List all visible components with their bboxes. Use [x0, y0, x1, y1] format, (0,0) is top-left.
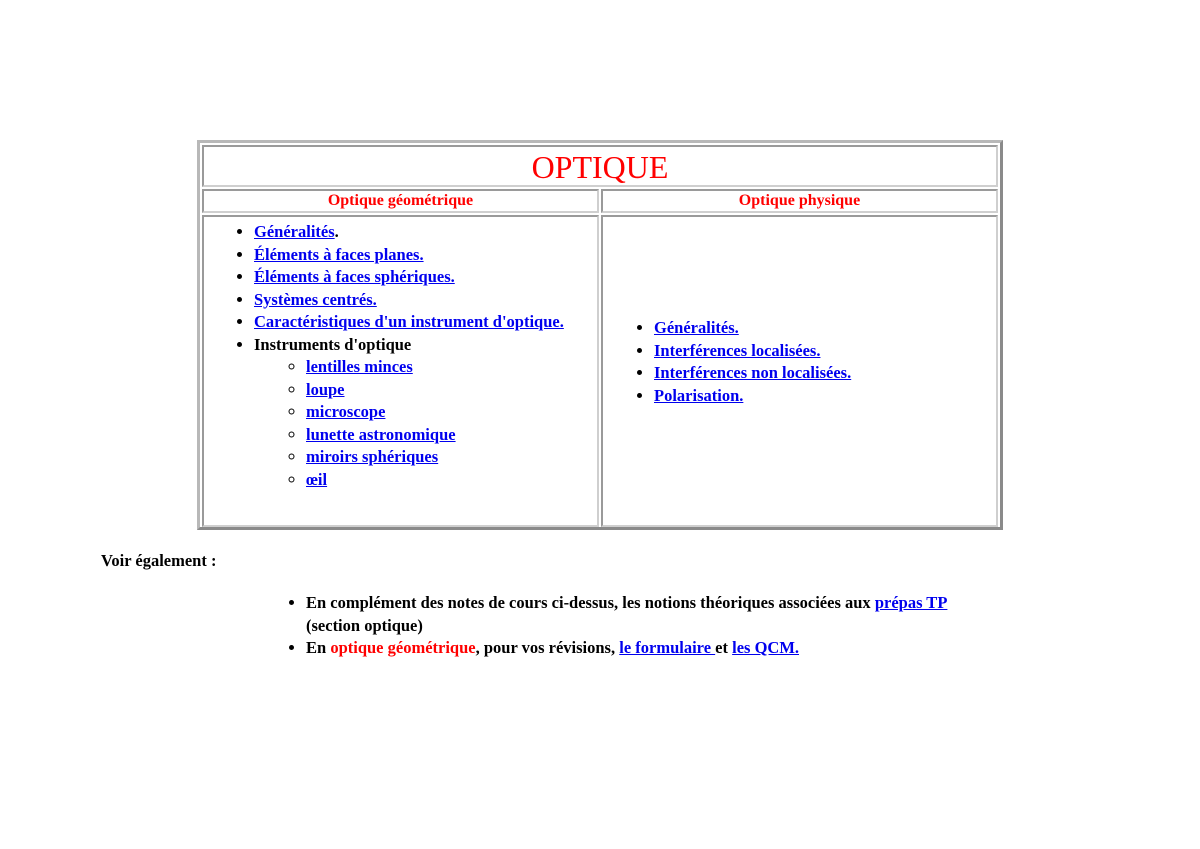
link-polarisation[interactable]: Polarisation. [654, 385, 744, 405]
link-faces-spheriques[interactable]: Éléments à faces sphériques. [254, 267, 455, 286]
link-lentilles-minces[interactable]: lentilles minces [306, 357, 413, 376]
link-generalites-phys[interactable]: Généralités. [654, 318, 739, 337]
link-caracteristiques[interactable]: Caractéristiques d'un instrument d'optique. [254, 312, 564, 331]
link-lunette-astronomique[interactable]: lunette astronomique [306, 424, 456, 444]
list-item [654, 385, 851, 408]
link-interferences-non-localisees[interactable]: Interférences non localisées. [654, 363, 852, 382]
link-systemes-centres[interactable]: Systèmes centrés. [254, 289, 377, 309]
link-generalites-geo[interactable]: Généralités [254, 222, 335, 241]
physical-list-cell [601, 215, 998, 527]
list-item: • En optique géométrique, pour vos révisions, le formulaire et les QCM. [306, 637, 1126, 660]
link-microscope[interactable]: microscope [306, 402, 386, 421]
list-item [306, 446, 584, 469]
list-item [254, 266, 584, 289]
link-loupe[interactable]: loupe [306, 379, 345, 399]
geometric-list [204, 221, 584, 491]
link-interferences-localisees[interactable]: Interférences localisées. [654, 340, 821, 360]
geometric-list-cell [202, 215, 599, 527]
list-item [306, 401, 584, 424]
list-item [306, 379, 584, 402]
see-also-label: Voir également : [101, 551, 217, 570]
instruments-sublist [254, 356, 584, 491]
list-item [654, 362, 851, 385]
header-physical: Optique physique [738, 192, 861, 209]
list-item [306, 356, 584, 379]
list-item [306, 424, 584, 447]
list-item: • Généralités. [254, 221, 584, 244]
instruments-heading: Instruments d'optique [254, 334, 412, 354]
link-qcm[interactable]: les QCM. [732, 638, 800, 657]
list-item [306, 469, 584, 492]
physical-list [603, 317, 851, 407]
list-item: • En complément des notes de cours ci-dessus, les notions théoriques associées aux prépas TP (section optique) [306, 592, 1126, 637]
list-item [654, 340, 851, 363]
list-item [254, 244, 584, 267]
list-item [254, 334, 584, 492]
link-formulaire[interactable]: le formulaire [619, 638, 716, 657]
header-geometric: Optique géométrique [327, 192, 474, 209]
list-item [254, 289, 584, 312]
header-geometric-cell [202, 189, 599, 213]
table-title-cell [202, 145, 998, 187]
link-miroirs-spheriques[interactable]: miroirs sphériques [306, 447, 439, 466]
list-item [654, 317, 851, 340]
link-prepas-tp[interactable]: prépas TP [874, 593, 948, 612]
link-oeil[interactable]: œil [306, 469, 328, 489]
header-physical-cell [601, 189, 998, 213]
table-title: OPTIQUE [531, 149, 669, 185]
see-also-list [258, 592, 1126, 660]
optique-table [197, 140, 1003, 530]
link-faces-planes[interactable]: Éléments à faces planes. [254, 244, 424, 264]
highlight-optique-geometrique: optique géométrique [330, 638, 476, 657]
list-item [254, 311, 584, 334]
